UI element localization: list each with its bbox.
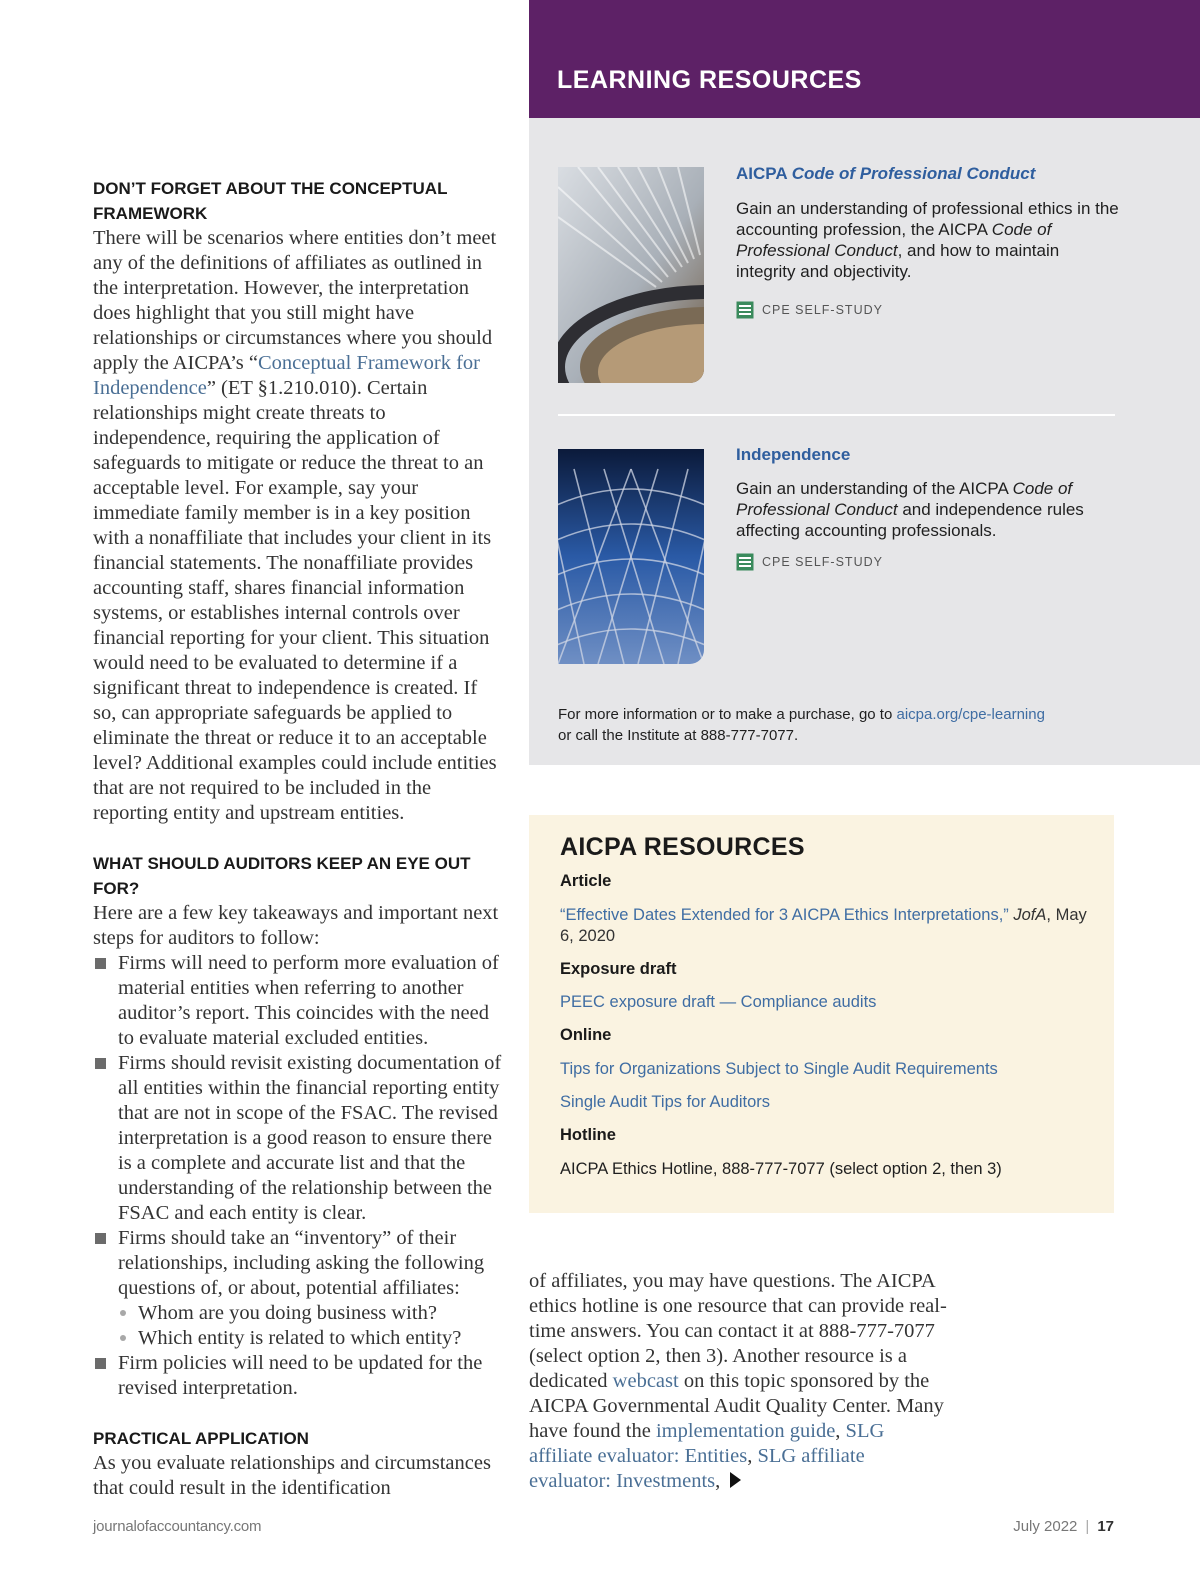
- article-label: Article: [560, 872, 612, 890]
- glass-roof-graphic: [558, 449, 704, 664]
- list-item: [93, 1351, 505, 1401]
- footer-text: For more information or to make a purchase, go to: [558, 706, 897, 723]
- code-of-conduct-course-link[interactable]: [736, 164, 1035, 184]
- footer-page-info: [1013, 1518, 1114, 1535]
- learning-resources-footer: [558, 704, 1118, 746]
- ceiling-photo-graphic: [558, 167, 704, 383]
- takeaways-list: [93, 951, 505, 1401]
- list-item-text: Firms should take an “inventory” of their relationships, including asking the following questions of, or about, potential affiliates:: [118, 1227, 485, 1299]
- paragraph-text: of affiliates, you may have questions. The AICPA ethics hotline is one resource that can provide real-time answers. You can contact it at 888-777-7077 (select option 2, then 3). Another resource is a dedicated: [529, 1270, 947, 1392]
- code-of-conduct-description: [736, 198, 1121, 282]
- questions-list: [118, 1301, 505, 1351]
- list-item: [93, 1051, 505, 1226]
- desc-text: and independence rules affecting accounting professionals.: [736, 500, 1084, 540]
- list-item: [93, 951, 505, 1051]
- learning-resources-title: LEARNING RESOURCES: [557, 66, 862, 94]
- continue-arrow-icon: [730, 1472, 741, 1488]
- list-item-text: Firm policies will need to be updated for the revised interpretation.: [118, 1352, 483, 1399]
- single-audit-org-tips-link[interactable]: Tips for Organizations Subject to Single Audit Requirements: [560, 1060, 998, 1078]
- article-entry: [560, 905, 1100, 947]
- list-item: [93, 1226, 505, 1351]
- online-label: Online: [560, 1026, 612, 1044]
- learning-resources-panel: [529, 118, 1200, 765]
- implementation-guide-link[interactable]: implementation guide: [655, 1420, 836, 1442]
- independence-course-link[interactable]: Independence: [736, 445, 851, 464]
- badge-label: CPE SELF-STUDY: [762, 303, 883, 317]
- article-source: JofA: [1013, 906, 1047, 924]
- article-date: , May 6, 2020: [560, 906, 1087, 945]
- auditors-intro: Here are a few key takeaways and important next steps for auditors to follow:: [93, 902, 499, 949]
- footer-separator: |: [1085, 1518, 1090, 1535]
- desc-italic: Code of Professional Conduct: [736, 220, 1052, 260]
- webcast-link[interactable]: webcast: [612, 1370, 679, 1392]
- conceptual-framework-link[interactable]: Conceptual Framework for Independence: [93, 352, 480, 399]
- desc-text: Gain an understanding of professional ethics in the accounting profession, the AICPA: [736, 199, 1119, 239]
- footer-text: or call the Institute at 888-777-7077.: [558, 727, 799, 744]
- page-number: 17: [1097, 1518, 1114, 1535]
- practical-application-paragraph: As you evaluate relationships and circumstances that could result in the identification: [93, 1452, 491, 1499]
- separator-text: ,: [747, 1445, 758, 1467]
- sub-list-item: Which entity is related to which entity?: [118, 1326, 505, 1351]
- learning-resources-header: [529, 0, 1200, 118]
- document-icon: [736, 553, 754, 571]
- sub-list-item: Whom are you doing business with?: [118, 1301, 505, 1326]
- desc-text: , and how to maintain integrity and objectivity.: [736, 241, 1060, 281]
- exposure-draft-label: Exposure draft: [560, 960, 677, 978]
- separator-text: ,: [715, 1470, 721, 1492]
- paragraph-text: There will be scenarios where entities don’t meet any of the definitions of affiliates as outlined in the interpretation. However, the interpretation does highlight that you still might have relationships or circumstances where you should apply the AICPA’s “: [93, 227, 497, 374]
- desc-text: Gain an understanding of the AICPA: [736, 479, 1013, 498]
- paragraph-text: on this topic sponsored by the AICPA Governmental Audit Quality Center. Many have found the: [529, 1370, 944, 1442]
- hotline-text: AICPA Ethics Hotline, 888-777-7077 (select option 2, then 3): [560, 1160, 1002, 1178]
- footer-date: July 2022: [1013, 1518, 1078, 1535]
- aicpa-resources-title: AICPA RESOURCES: [560, 833, 805, 861]
- exposure-draft-link[interactable]: PEEC exposure draft — Compliance audits: [560, 993, 877, 1011]
- desc-italic: Code of Professional Conduct: [736, 479, 1073, 519]
- paragraph-text: ” (ET §1.210.010). Certain relationships might create threats to independence, requiring the application of safeguards to mitigate or reduce the threat to an acceptable level. For example, say your immediate family member is in a key position with a nonaffiliate that includes your client in its financial statements. The nonaffiliate provides accounting staff, shares financial information systems, or establishes internal controls over financial reporting for your client. This situation would need to be evaluated to determine if a significant threat to independence is created. If so, can appropriate safeguards be applied to eliminate the threat or reduce it to an acceptable level? Additional examples could include entities that are not required to be included in the reporting entity and upstream entities.: [93, 377, 497, 824]
- single-audit-auditor-tips-link[interactable]: Single Audit Tips for Auditors: [560, 1093, 771, 1111]
- course-title-text: AICPA: [736, 164, 792, 183]
- glass-roof-photo-image[interactable]: [558, 449, 704, 664]
- independence-description: [736, 478, 1121, 541]
- continuation-paragraph: [529, 1269, 949, 1494]
- slg-investments-link[interactable]: SLG affiliate evaluator: Investments: [529, 1445, 865, 1492]
- separator-text: ,: [835, 1420, 846, 1442]
- section-heading-practical-application: PRACTICAL APPLICATION: [93, 1429, 309, 1448]
- section-heading-conceptual-framework: DON’T FORGET ABOUT THE CONCEPTUAL FRAMEWORK: [93, 179, 448, 223]
- hotline-label: Hotline: [560, 1126, 616, 1144]
- badge-label: CPE SELF-STUDY: [762, 555, 883, 569]
- left-column: [93, 176, 505, 1501]
- document-icon: [736, 301, 754, 319]
- footer-site: journalofaccountancy.com: [93, 1518, 262, 1535]
- self-study-badge: [736, 301, 883, 319]
- aicpa-resources-box: [529, 815, 1114, 1213]
- divider: [558, 414, 1115, 416]
- ceiling-photo-image[interactable]: [558, 167, 704, 383]
- section-heading-auditors: WHAT SHOULD AUDITORS KEEP AN EYE OUT FOR?: [93, 854, 471, 898]
- article-link[interactable]: “Effective Dates Extended for 3 AICPA Ethics Interpretations,”: [560, 906, 1009, 924]
- list-item-text: Firms should revisit existing documentation of all entities within the financial reporting entity that are not in scope of the FSAC. The revised interpretation is a good reason to ensure there is a complete and accurate list and that the understanding of the relationship between the FSAC and each entity is clear.: [118, 1052, 502, 1224]
- self-study-badge: [736, 553, 883, 571]
- cpe-learning-link[interactable]: aicpa.org/cpe-learning: [896, 706, 1045, 723]
- course-title-italic: Code of Professional Conduct: [791, 164, 1036, 183]
- list-item-text: Firms will need to perform more evaluation of material entities when referring to another auditor’s report. This coincides with the need to evaluate material excluded entities.: [118, 952, 499, 1049]
- conceptual-framework-paragraph: [93, 226, 505, 826]
- slg-entities-link[interactable]: SLG affiliate evaluator: Entities: [529, 1420, 885, 1467]
